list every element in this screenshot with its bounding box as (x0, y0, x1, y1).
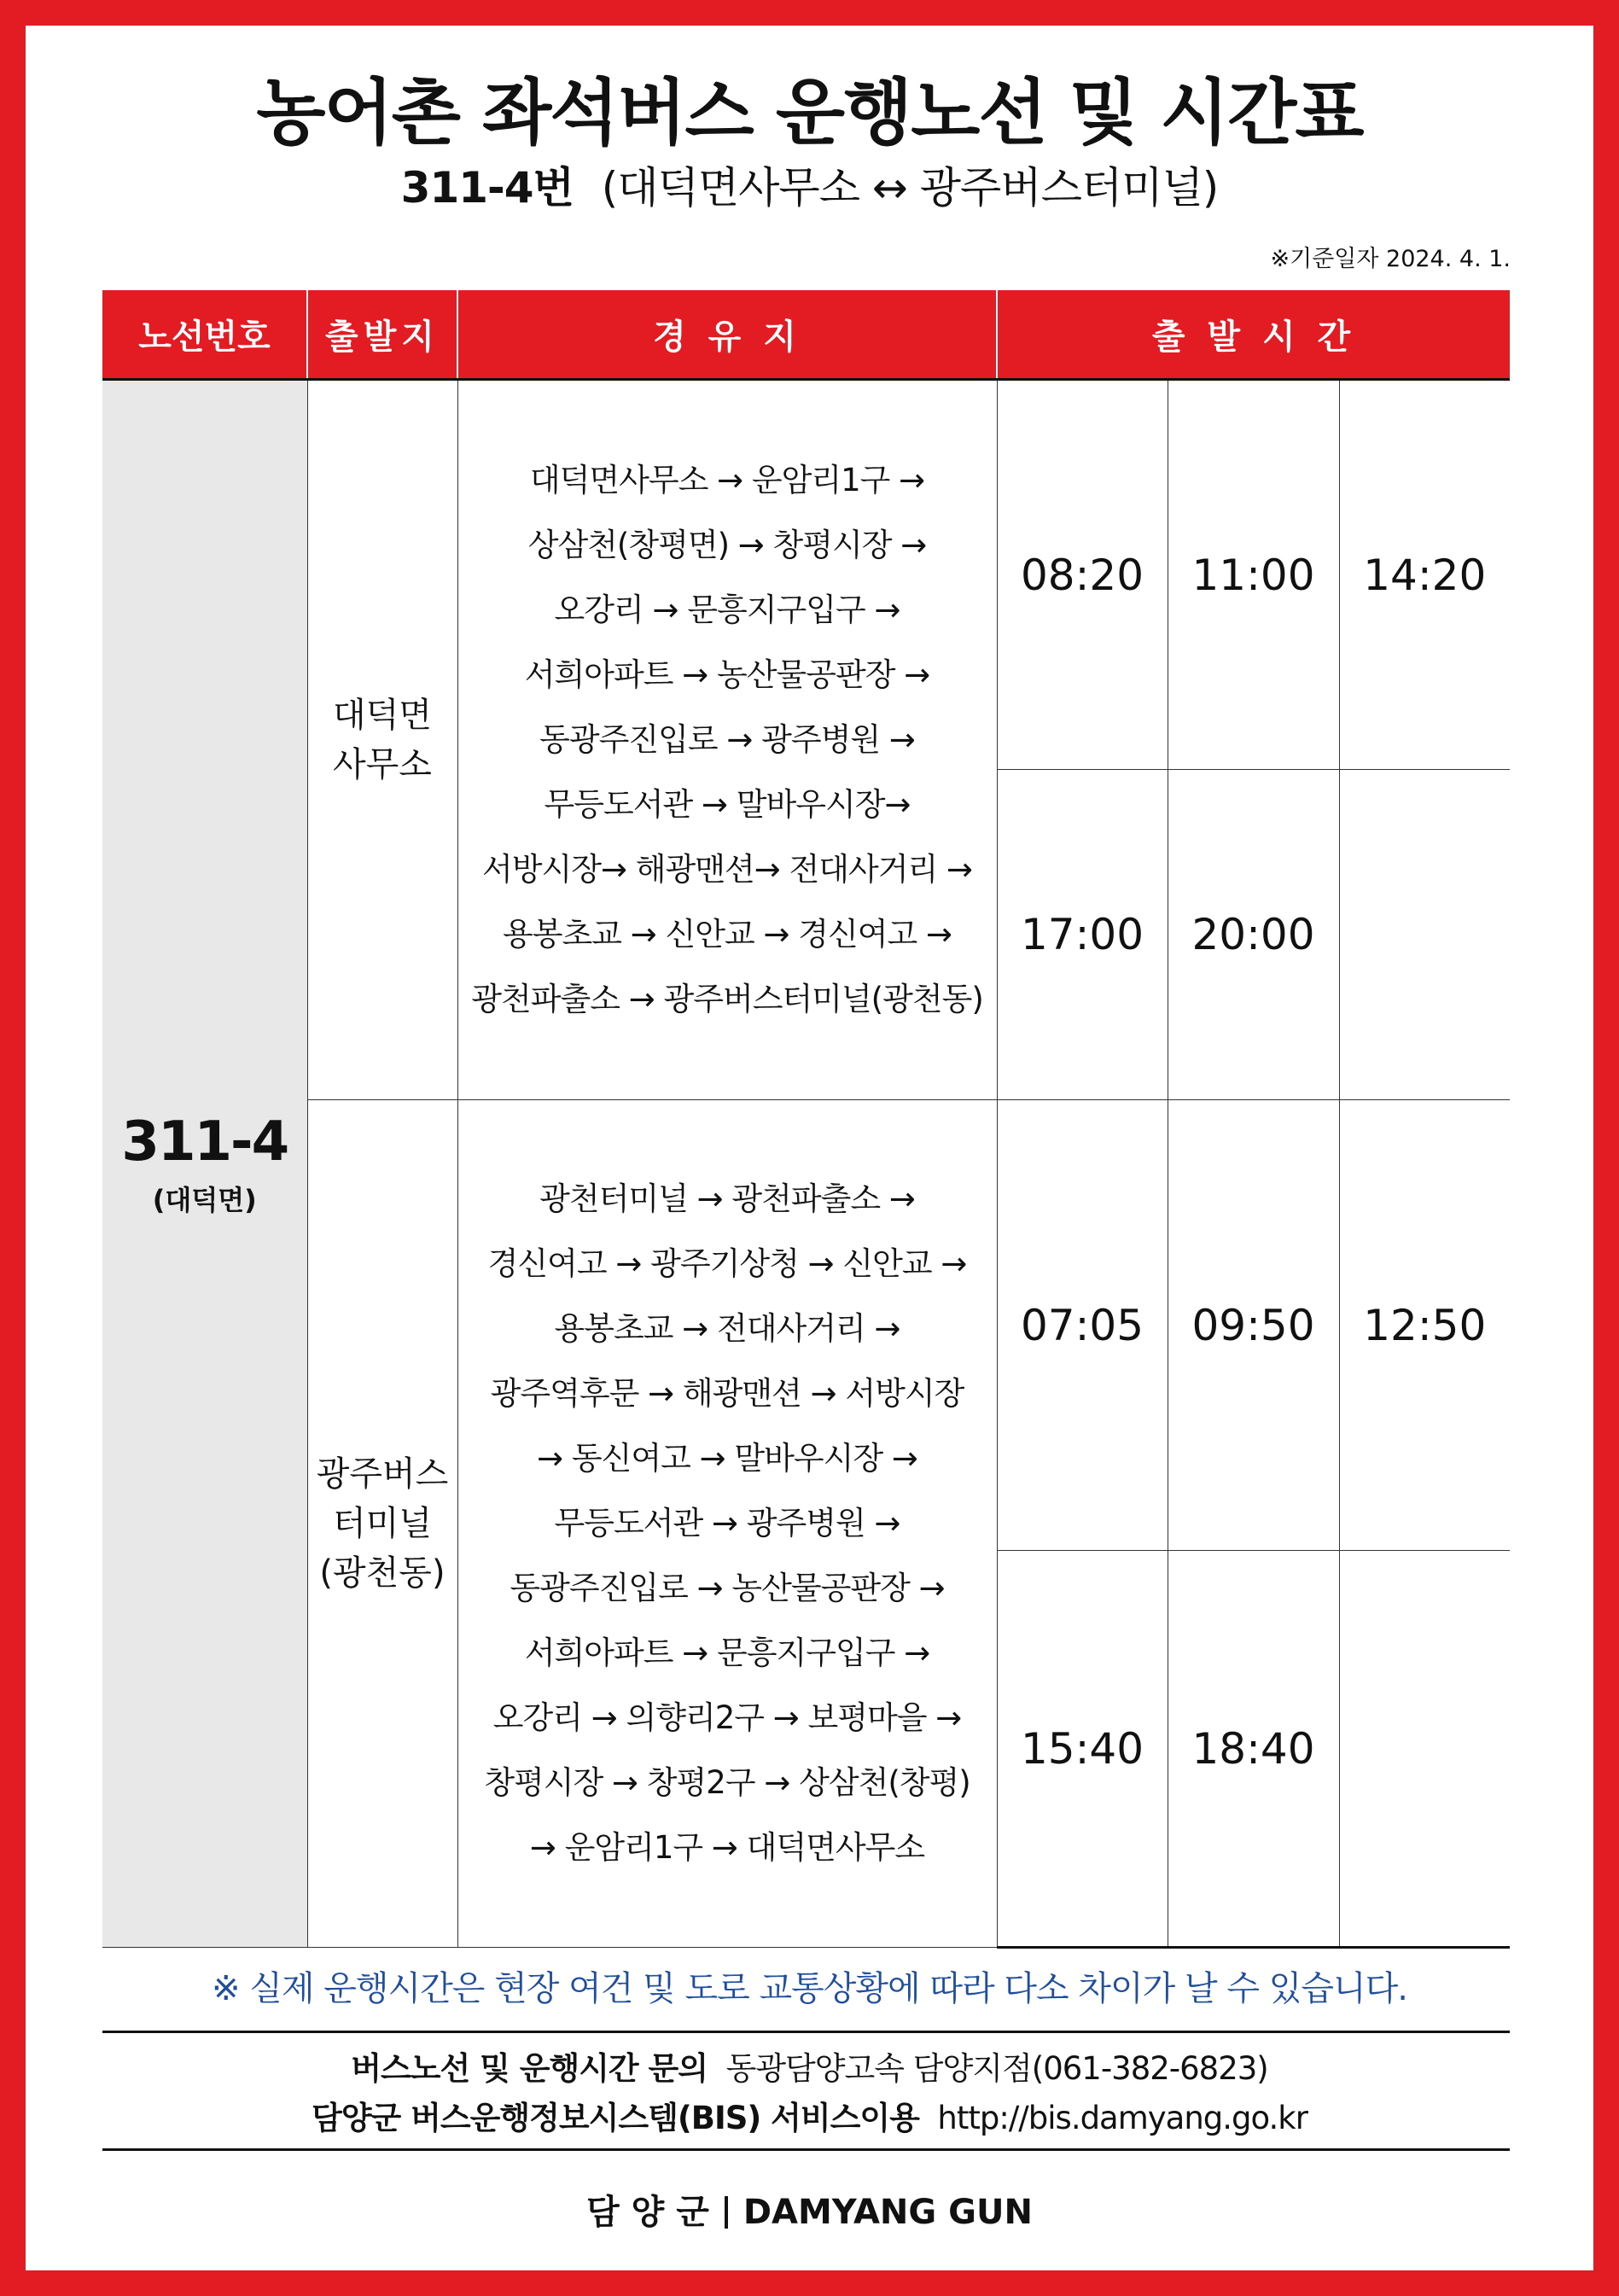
departure-time: 12:50 (1339, 1100, 1510, 1551)
route-number: 311-4 (121, 1110, 288, 1174)
via-line: 창평시장 → 창평2구 → 상삼천(창평) (484, 1764, 970, 1801)
bis-label: 담양군 버스운행정보시스템(BIS) 서비스이용 (312, 2100, 919, 2136)
page-subtitle (0, 162, 1619, 213)
departure-time (1339, 770, 1510, 1100)
via-line: 오강리 → 문흥지구입구 → (554, 591, 900, 628)
table-row (102, 380, 1510, 770)
via-line: 상삼천(창평면) → 창평시장 → (527, 527, 927, 563)
via-line: 광천파출소 → 광주버스터미널(광천동) (471, 981, 983, 1017)
via-line: 광천터미널 → 광천파출소 → (539, 1180, 915, 1217)
origin-line: 사무소 (333, 745, 432, 784)
origin-cell (307, 380, 457, 1100)
footer-kr: 담 양 군 (586, 2193, 709, 2232)
divider (102, 2148, 1510, 2151)
contact-label: 버스노선 및 운행시간 문의 (351, 2050, 708, 2087)
footer-en: DAMYANG GUN (743, 2193, 1033, 2232)
header-via: 경 유 지 (457, 290, 997, 380)
via-line: 용봉초교 → 전대사거리 → (554, 1310, 900, 1347)
departure-time: 09:50 (1168, 1100, 1339, 1551)
origin-line: 대덕면 (333, 696, 432, 735)
footer-separator (725, 2196, 728, 2229)
via-line: → 동신여고 → 말바우시장 → (537, 1440, 917, 1477)
via-line: 서희아파트 → 문흥지구입구 → (524, 1635, 930, 1671)
via-line: 오강리 → 의향리2구 → 보평마을 → (492, 1699, 962, 1736)
via-line: 경신여고 → 광주기상청 → 신안교 → (487, 1245, 967, 1282)
origin-cell (307, 1100, 457, 1948)
via-line: 동광주진입로 → 농산물공판장 → (510, 1570, 945, 1606)
header-departure-times: 출 발 시 간 (997, 290, 1510, 380)
page-title: 농어촌 좌석버스 운행노선 및 시간표 (256, 71, 1363, 154)
via-line: 대덕면사무소 → 운암리1구 → (529, 462, 925, 498)
departure-time: 14:20 (1339, 380, 1510, 770)
contact-value: 동광담양고속 담양지점(061-382-6823) (725, 2050, 1268, 2087)
departure-time: 20:00 (1168, 770, 1339, 1100)
via-cell (457, 380, 997, 1100)
departure-time (1339, 1551, 1510, 1948)
origin-line: 터미널 (333, 1504, 432, 1543)
route-number-cell (102, 380, 307, 1948)
route-area: (대덕면) (152, 1183, 257, 1216)
footer (0, 2192, 1619, 2233)
departure-time: 17:00 (997, 770, 1168, 1100)
origin-line: 광주버스 (316, 1454, 449, 1494)
departure-time: 15:40 (997, 1551, 1168, 1948)
divider (102, 2031, 1510, 2033)
table-header-row (102, 290, 1510, 380)
subtitle-destination: (대덕면사무소 ↔ 광주버스터미널) (601, 163, 1219, 213)
departure-time: 11:00 (1168, 380, 1339, 770)
contact-line-1 (0, 2050, 1619, 2088)
via-line: 동광주진입로 → 광주병원 → (539, 721, 915, 758)
contact-line-2 (0, 2100, 1619, 2137)
notice-text: ※ 실제 운행시간은 현장 여건 및 도로 교통상황에 따라 다소 차이가 날 수 있습니다. (211, 1969, 1407, 2008)
via-line: → 운암리1구 → 대덕면사무소 (529, 1829, 925, 1866)
table-row (102, 1100, 1510, 1551)
departure-time: 07:05 (997, 1100, 1168, 1551)
header-origin: 출발지 (307, 290, 457, 380)
bis-url[interactable]: http://bis.damyang.go.kr (937, 2100, 1307, 2136)
via-cell (457, 1100, 997, 1948)
via-line: 광주역후문 → 해광맨션 → 서방시장 (490, 1375, 964, 1412)
timetable (102, 290, 1510, 1949)
subtitle-route: 311-4번 (400, 163, 574, 213)
via-line: 무등도서관 → 광주병원 → (554, 1505, 900, 1541)
departure-time: 18:40 (1168, 1551, 1339, 1948)
via-line: 서방시장→ 해광맨션→ 전대사거리 → (482, 851, 972, 888)
header-route-number: 노선번호 (102, 290, 307, 380)
departure-time: 08:20 (997, 380, 1168, 770)
via-line: 서희아파트 → 농산물공판장 → (524, 656, 930, 693)
origin-line: (광천동) (319, 1553, 446, 1593)
via-line: 용봉초교 → 신안교 → 경신여고 → (503, 916, 952, 953)
base-date: ※기준일자 2024. 4. 1. (1270, 246, 1511, 272)
via-line: 무등도서관 → 말바우시장→ (544, 786, 911, 823)
